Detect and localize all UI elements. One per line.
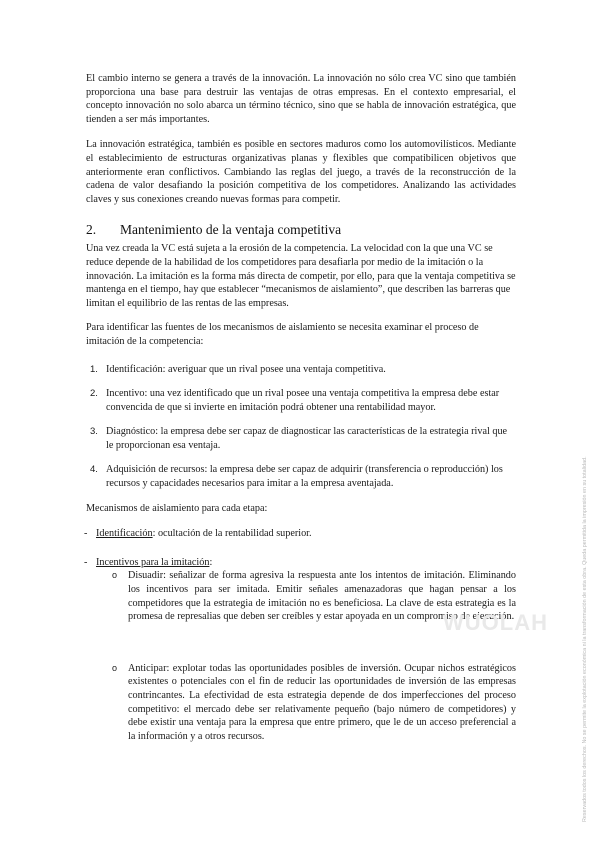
mechanism-text: : xyxy=(209,556,213,568)
paragraph-section-2: Para identificar las fuentes de los mecanismos de aislamiento se necesita examinar el proceso de imitación de la competencia: xyxy=(86,322,479,347)
document-body xyxy=(86,72,516,743)
section-number: 2. xyxy=(86,222,97,238)
list-item xyxy=(86,387,516,414)
list-item xyxy=(86,463,516,490)
list-text: Incentivo: una vez identificado que un rival posee una ventaja competitiva la empresa debe estar convencida de que si invierte en imitación podrá obtener una rentabilidad mayor. xyxy=(106,388,500,413)
bullet-marker: o xyxy=(112,662,118,673)
section-heading xyxy=(86,222,516,238)
side-copyright-note: Reservados todos los derechos. No se permite la explotación económica ni la transformación de esta obra. Queda permitida la impresión en su totalidad. xyxy=(582,456,588,822)
mechanisms-heading: Mecanismos de aislamiento para cada etapa: xyxy=(86,502,268,514)
list-text: Diagnóstico: la empresa debe ser capaz de diagnosticar las características de la estrategia rival que le proporcionan esa ventaja. xyxy=(106,426,508,451)
paragraph-intro-1: El cambio interno se genera a través de la innovación. La innovación no sólo crea VC sino que también proporciona una base para destruir las ventajas de otras empresas. En el contexto empresarial, el concepto innovación no solo abarca un término técnico, sino que se habla de innovación estratégica, que tienden a ser más importantes. xyxy=(86,73,516,125)
bullet-marker: o xyxy=(112,570,118,581)
list-text: Identificación: averiguar que un rival posee una ventaja competitiva. xyxy=(106,363,386,375)
list-number: 1. xyxy=(90,363,98,375)
mechanism-label: Incentivos para la imitación xyxy=(96,556,210,568)
dash-marker: - xyxy=(84,528,88,540)
imitation-steps-list xyxy=(86,363,516,491)
mechanism-text: : ocultación de la rentabilidad superior. xyxy=(152,528,312,540)
mechanism-label: Identificación xyxy=(96,528,153,540)
sub-item-anticipar xyxy=(112,662,516,744)
list-number: 3. xyxy=(90,426,98,438)
incentive-sublist xyxy=(112,569,516,743)
list-number: 4. xyxy=(90,464,98,476)
list-number: 2. xyxy=(90,388,98,400)
dash-marker: - xyxy=(84,556,88,568)
list-item xyxy=(86,425,516,452)
mechanism-incentivos xyxy=(86,556,516,570)
list-text: Adquisición de recursos: la empresa debe ser capaz de adquirir (transferencia o reproducción) los recursos y capacidades necesarios para imitar a la empresa aventajada. xyxy=(106,464,503,490)
paragraph-intro-2: La innovación estratégica, también es posible en sectores maduros como los automovilísticos. Mediante el establecimiento de estructuras organizativas planas y flexibles que compatibilicen objetivos que anteriormente eran conflictivos. Cambiando las reglas del juego, a través de la reconstrucción de la cadena de valor desafiando la posición competitiva de los competidores. Analizando las actividades claves y sus conexiones creando nuevas formas para competir. xyxy=(86,139,516,205)
section-title: Mantenimiento de la ventaja competitiva xyxy=(120,222,342,238)
sub-item-text: Anticipar: explotar todas las oportunidades posibles de inversión. Ocupar nichos estratégicos existentes o potenciales con el fin de reducir las oportunidades de inversión de las empresas contrincantes. La efectividad de esta estrategia depende de dos imperfecciones del proceso competitivo: el mercado debe ser relativamente pequeño (bajo número de competidores) y debe existir una ventaja para la empresa que entre primero, que le de un acceso preferencial a la información y a otros recursos. xyxy=(128,662,516,742)
paragraph-section-1: Una vez creada la VC está sujeta a la erosión de la competencia. La velocidad con la que una VC se reduce depende de la habilidad de los competidores para desafiarla por medio de la imitación o la innovación. La imitación es la forma más directa de competir, por ello, para que la ventaja competitiva se mantenga en el tiempo, hay que establecer “mecanismos de aislamiento”, que describen las barreras que limitan el equilibrio de las rentas de las empresas. xyxy=(86,243,516,309)
mechanism-identificacion xyxy=(86,527,516,541)
wuolah-watermark: WUOLAH xyxy=(443,610,548,635)
list-item xyxy=(86,363,516,377)
sub-item-text: Disuadir: señalizar de forma agresiva la respuesta ante los intentos de imitación. Eliminando los incentivos para ser imitada. Emitir señales amenazadoras que hagan pensar a los competidores que la estrategia de imitación no es beneficiosa. La clave de esta estrategia es la promesa de represalias que deben ser creíbles y estar apoyada en un compromiso de ejecución. xyxy=(128,570,516,623)
